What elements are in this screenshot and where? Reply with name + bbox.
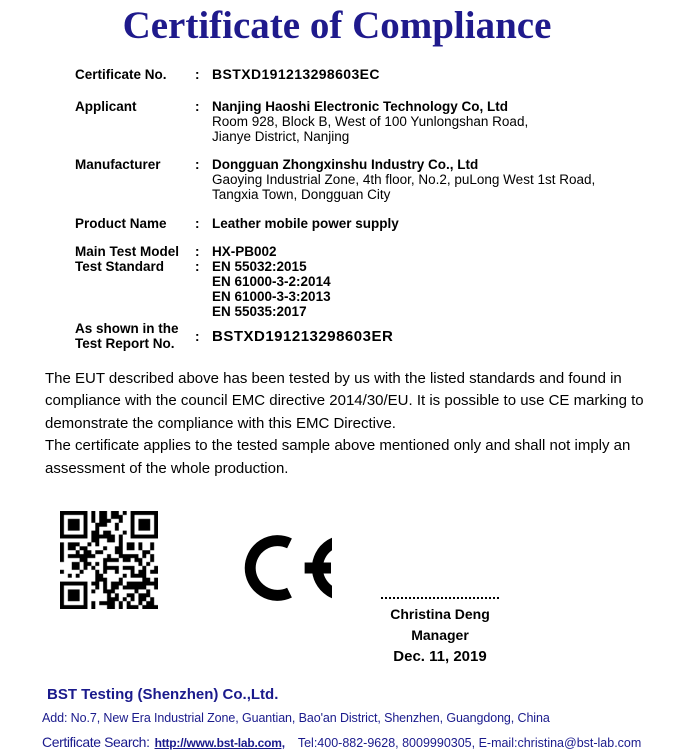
signature-dotted-line	[381, 597, 499, 599]
lab-address: Add: No.7, New Era Industrial Zone, Guantian, Bao'an District, Shenzhen, Guangdong, China	[42, 711, 550, 726]
test-standard-item: EN 55032:2015	[212, 259, 307, 274]
lab-contact-info: Tel:400-882-9628, 8009990305, E-mail:christina@bst-lab.com	[297, 736, 642, 751]
colon: :	[195, 99, 200, 114]
signatory-name: Christina Deng	[390, 606, 490, 623]
test-model-value: HX-PB002	[212, 244, 277, 259]
ce-mark-icon	[230, 533, 332, 603]
lab-company-name: BST Testing (Shenzhen) Co.,Ltd.	[47, 686, 279, 704]
certificate-number: BSTXD191213298603EC	[212, 66, 380, 82]
certificate-search-label: Certificate Search:	[42, 734, 150, 751]
manufacturer-value	[212, 157, 595, 202]
field-label: Product Name	[75, 216, 167, 231]
field-label: Main Test Model	[75, 244, 180, 259]
field-applicant	[0, 99, 674, 144]
test-standard-item: EN 61000-3-2:2014	[212, 274, 331, 289]
certificate-fields	[0, 67, 674, 351]
field-label	[75, 321, 195, 351]
statement-text	[45, 368, 659, 480]
statement-paragraph-2: The certificate applies to the tested sample above mentioned only and shall not imply an assessment of the whole production.	[45, 437, 631, 477]
field-label: Manufacturer	[75, 157, 161, 172]
lab-website-link[interactable]: http://www.bst-lab.com,	[154, 736, 285, 751]
footer	[0, 686, 674, 750]
qr-code	[60, 511, 158, 609]
manufacturer-address-line: Tangxia Town, Dongguan City	[212, 187, 391, 202]
colon: :	[195, 259, 200, 274]
statement-paragraph-1: The EUT described above has been tested by us with the listed standards and found in compliance with the council EMC directive 2014/30/EU. It is possible to use CE marking to demonstrate the compliance with this EMC Directive.	[45, 370, 644, 432]
marks-and-signature	[0, 511, 674, 671]
colon: :	[195, 328, 200, 344]
field-label: Applicant	[75, 99, 137, 114]
product-name-value: Leather mobile power supply	[212, 216, 399, 231]
signatory-role: Manager	[411, 627, 469, 644]
field-test-report-no	[0, 321, 674, 351]
manufacturer-address-line: Gaoying Industrial Zone, 4th floor, No.2, puLong West 1st Road,	[212, 172, 596, 187]
manufacturer-name: Dongguan Zhongxinshu Industry Co., Ltd	[212, 157, 479, 172]
field-certificate-no	[0, 67, 674, 82]
test-report-number: BSTXD191213298603ER	[212, 327, 394, 345]
test-standard-item: EN 55035:2017	[212, 304, 307, 319]
certificate-search-line	[42, 734, 674, 750]
field-label-line2: Test Report No.	[75, 336, 175, 351]
test-standards-list	[212, 259, 331, 319]
page-title: Certificate of Compliance	[122, 4, 552, 47]
colon: :	[195, 67, 200, 82]
signature-date: Dec. 11, 2019	[393, 648, 487, 666]
field-main-test-model	[0, 244, 674, 259]
colon: :	[195, 244, 200, 259]
applicant-value	[212, 99, 528, 144]
colon: :	[195, 157, 200, 172]
field-product-name	[0, 216, 674, 231]
applicant-address-line: Room 928, Block B, West of 100 Yunlongshan Road,	[212, 114, 529, 129]
field-test-standard	[0, 259, 674, 319]
colon: :	[195, 216, 200, 231]
test-standard-item: EN 61000-3-3:2013	[212, 289, 331, 304]
applicant-address-line: Jianye District, Nanjing	[212, 129, 350, 144]
signature-block	[365, 597, 515, 667]
field-manufacturer	[0, 157, 674, 202]
applicant-name: Nanjing Haoshi Electronic Technology Co, Ltd	[212, 99, 509, 114]
field-label: Certificate No.	[75, 67, 167, 82]
field-label-line1: As shown in the	[75, 321, 179, 336]
field-label: Test Standard	[75, 259, 165, 274]
